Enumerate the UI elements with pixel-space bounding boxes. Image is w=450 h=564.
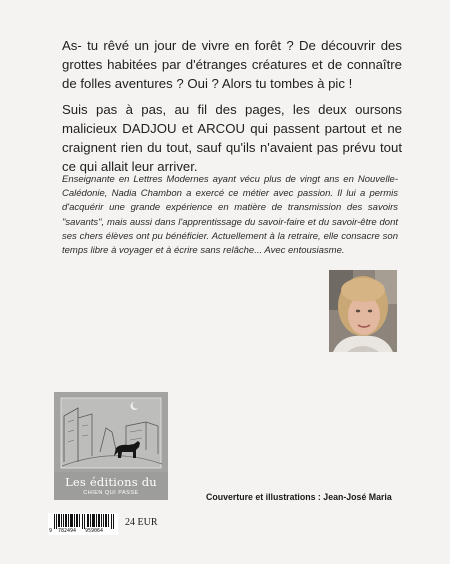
publisher-name: Les éditions du: [65, 475, 157, 489]
street-dog-illustration: [54, 392, 168, 472]
intro-paragraph-1: As- tu rêvé un jour de vivre en forêt ? De découvrir des grottes habitées par d'étranges créatures et de connaître de folles aventures ? Oui ? Alors tu tombes à pic !: [62, 38, 402, 91]
author-portrait: [329, 270, 397, 352]
barcode-digit-first: 9: [49, 528, 53, 534]
author-bio: Enseignante en Lettres Modernes ayant vécu plus de vingt ans en Nouvelle-Calédonie, Nadia Chambon a exercé ce métier avec passion. Il lui a permis d'acquérir une grande expérience en matière de transmission des savoirs "savants", mais aussi dans l'apprentissage du savoir-faire et du savoir-être dont ses chers élèves ont pu bénéficier. Actuellement à la retraire, elle consacre son temps libre à voyager et à écrire sans relâche... Avec entousiasme.: [62, 174, 398, 257]
publisher-subtitle: CHIEN QUI PASSE: [83, 490, 139, 496]
cover-credits: Couverture et illustrations : Jean-José Maria: [206, 492, 392, 502]
price-label: 24 EUR: [125, 517, 158, 528]
intro-paragraph-2: Suis pas à pas, au fil des pages, les deux oursons malicieux DADJOU et ARCOU qui passent partout et ne craignent rien du tout, sauf qu'ils n'avaient pas prévu tout ce qui allait leur arriver.: [62, 102, 402, 174]
publisher-logo: [54, 392, 168, 500]
author-portrait-image: [329, 270, 397, 352]
isbn-barcode: [48, 513, 118, 535]
barcode-bars: [54, 514, 114, 529]
barcode-group-1: 782494: [58, 528, 77, 534]
barcode-group-2: 959064: [85, 528, 104, 534]
